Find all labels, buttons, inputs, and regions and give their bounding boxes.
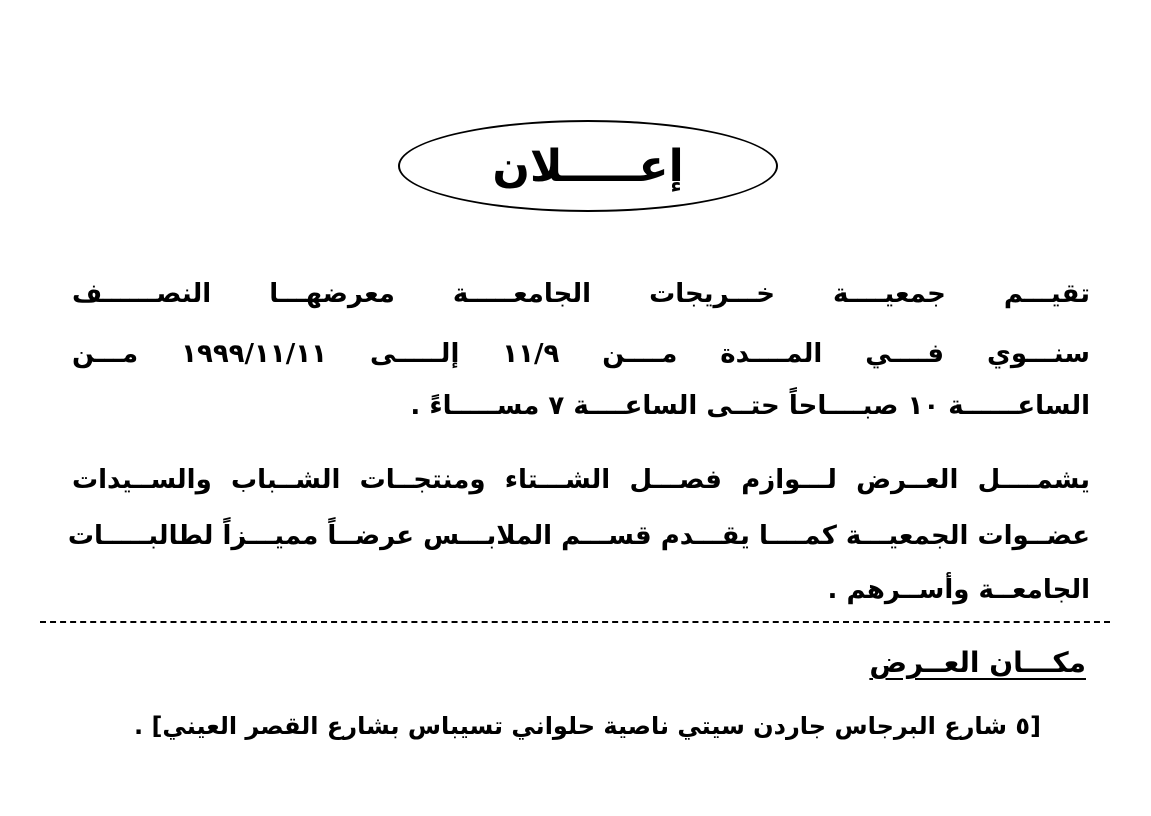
paragraph1-line2: سنـــوي فــــي المــــدة مــــن ١١/٩ إلـــــى ١٩٩٩/١١/١١ مـــن: [72, 339, 1090, 369]
paragraph2-line1: يشمــــل العــرض لـــوازم فصـــل الشـــتاء ومنتجــات الشــباب والســيدات: [72, 465, 1090, 495]
section-divider: [40, 621, 1110, 623]
paragraph2-line3: الجامعــة وأســرهم .: [827, 575, 1090, 605]
paragraph1-line1: تقيـــم جمعيــــة خـــريجات الجامعـــــة معرضهـــا النصــــــف: [72, 279, 1090, 309]
location-address: [٥ شارع البرجاس جاردن سيتي ناصية حلواني تسيباس بشارع القصر العيني] .: [133, 712, 1041, 740]
announcement-title: إعـــــلان: [492, 140, 684, 192]
paragraph2-line2: عضــوات الجمعيـــة كمــــا يقـــدم قســـم الملابـــس عرضــاً مميـــزاً لطالبـــــات: [67, 521, 1090, 551]
paragraph1-line3: الساعــــــة ١٠ صبــــاحاً حتــى الساعــــة ٧ مســـــاءً .: [410, 391, 1090, 421]
location-heading: مكـــان العــرض: [869, 646, 1086, 679]
